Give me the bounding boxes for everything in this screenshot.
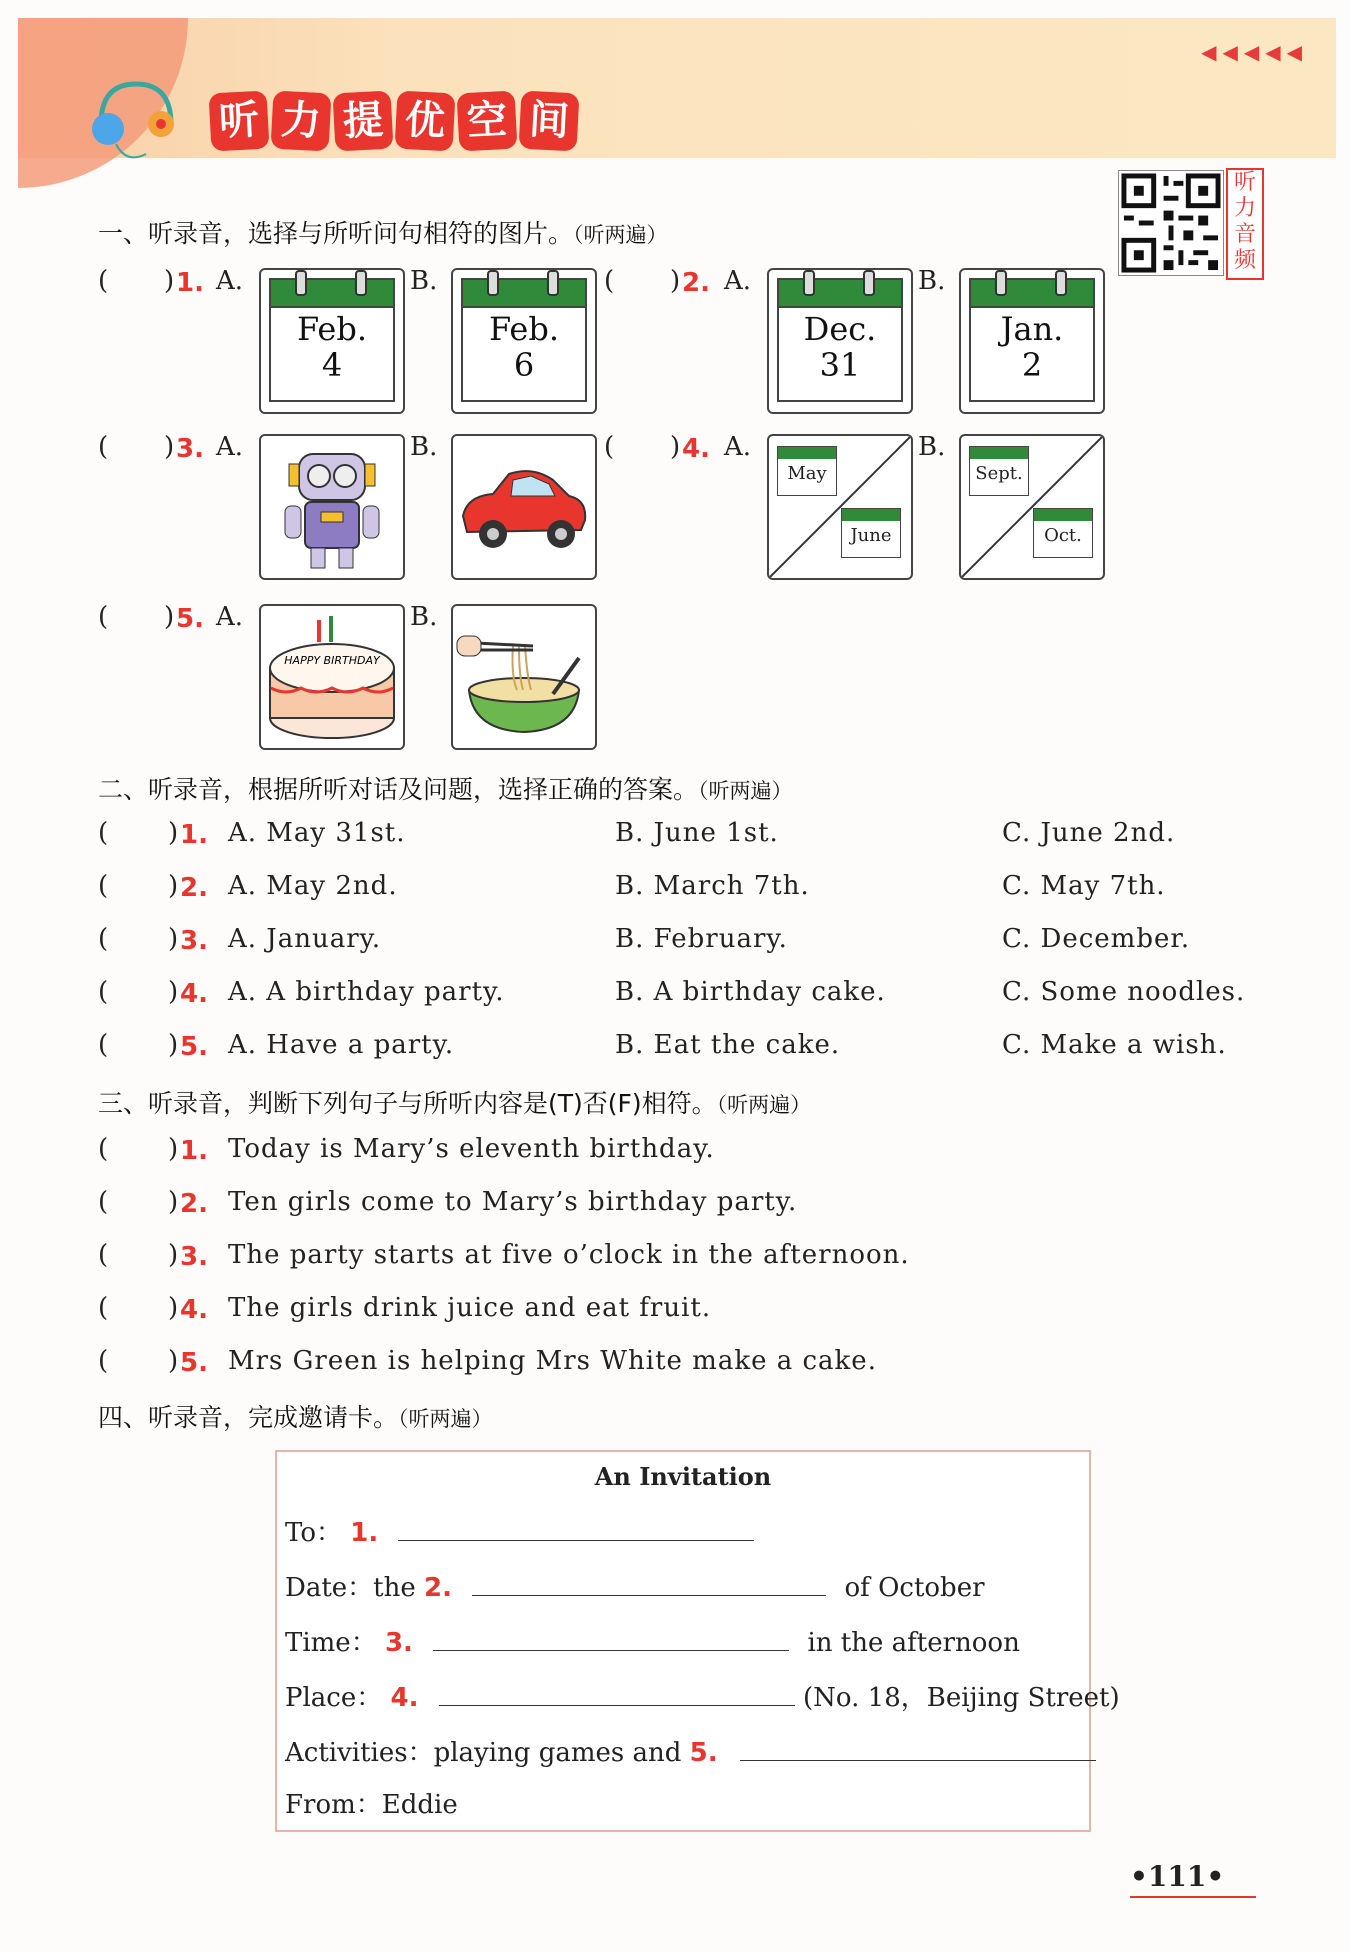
section3-title: 三、听录音，判断下列句子与所听内容是(T)否(F)相符。 xyxy=(98,1089,717,1118)
calendar-icon xyxy=(1033,508,1093,558)
calendar-month: Jan. xyxy=(1000,310,1064,348)
time-line xyxy=(285,1622,1020,1659)
answer-paren-close: ) xyxy=(168,924,179,954)
answer-paren-close: ) xyxy=(168,1293,179,1323)
answer-paren-close: ) xyxy=(168,1030,179,1060)
question-number: 2. xyxy=(180,873,208,903)
calendar-day: 4 xyxy=(321,346,343,384)
blank-number: 5. xyxy=(689,1738,718,1768)
blank-number: 3. xyxy=(384,1628,413,1658)
question-number: 3. xyxy=(180,1242,208,1272)
blank-number: 1. xyxy=(350,1518,379,1548)
question-number: 1. xyxy=(180,1136,208,1166)
option-b-label: B. xyxy=(410,266,438,296)
car-icon xyxy=(453,436,595,578)
calendar-dec-31-picture[interactable] xyxy=(767,268,913,414)
calendar-month: Feb. xyxy=(488,310,560,348)
statement-text: The party starts at five o’clock in the afternoon. xyxy=(228,1240,910,1270)
answer-paren-close: ) xyxy=(670,432,681,462)
question-number: 5. xyxy=(176,604,204,634)
date-label: Date：the xyxy=(285,1573,416,1603)
option-b[interactable]: B. A birthday cake. xyxy=(615,977,886,1007)
answer-paren-close: ) xyxy=(168,818,179,848)
option-b-label: B. xyxy=(410,602,438,632)
calendar-day: 6 xyxy=(513,346,535,384)
answer-paren-open[interactable]: ( xyxy=(98,1240,109,1270)
option-a-label: A. xyxy=(216,602,244,632)
title-char: 优 xyxy=(395,91,456,152)
answer-paren-open[interactable]: ( xyxy=(98,871,109,901)
statement-text: Ten girls come to Mary’s birthday party. xyxy=(228,1187,798,1217)
question-number: 3. xyxy=(176,434,204,464)
answer-paren-open[interactable]: ( xyxy=(98,924,109,954)
question-number: 3. xyxy=(180,926,208,956)
answer-paren-open[interactable]: ( xyxy=(98,1346,109,1376)
question-number: 4. xyxy=(180,1295,208,1325)
calendar-month: May xyxy=(787,463,827,484)
option-c[interactable]: C. June 2nd. xyxy=(1002,818,1176,848)
headphone-icon xyxy=(86,74,176,164)
calendar-day: 2 xyxy=(1021,346,1043,384)
invitation-card xyxy=(275,1450,1120,1832)
calendar-icon xyxy=(841,508,901,558)
calendar-month: Oct. xyxy=(1044,525,1082,546)
calendar-month: Feb. xyxy=(296,310,368,348)
date-suffix: of October xyxy=(844,1573,985,1603)
answer-paren-close: ) xyxy=(168,977,179,1007)
answer-paren-open[interactable]: ( xyxy=(98,977,109,1007)
section4-heading xyxy=(98,1398,493,1434)
answer-paren-close: ) xyxy=(168,1346,179,1376)
activities-line xyxy=(285,1732,1096,1769)
option-b[interactable]: B. February. xyxy=(615,924,788,954)
date-blank[interactable] xyxy=(472,1571,826,1596)
question-number: 2. xyxy=(682,268,710,298)
option-b[interactable]: B. Eat the cake. xyxy=(615,1030,841,1060)
place-label: Place： xyxy=(285,1683,383,1713)
section4-note: （听两遍） xyxy=(398,1407,493,1431)
activities-label: Activities：playing games and xyxy=(285,1738,682,1768)
calendar-icon xyxy=(269,278,395,402)
calendar-month: Sept. xyxy=(975,463,1023,484)
calendar-feb-4-picture[interactable] xyxy=(259,268,405,414)
qr-audio-label: 听力音频 xyxy=(1226,168,1264,280)
robot-picture[interactable] xyxy=(259,434,405,580)
place-suffix: (No. 18，Beijing Street) xyxy=(803,1683,1120,1713)
title-char: 力 xyxy=(271,91,332,152)
page-title xyxy=(210,92,578,150)
section2-note: （听两遍） xyxy=(698,779,793,803)
section1-heading xyxy=(98,214,668,250)
answer-paren-open[interactable]: ( xyxy=(604,432,615,462)
calendar-jan-2-picture[interactable] xyxy=(959,268,1105,414)
option-a-label: A. xyxy=(216,432,244,462)
option-a[interactable]: A. May 31st. xyxy=(228,818,406,848)
option-c[interactable]: C. December. xyxy=(1002,924,1191,954)
option-b[interactable]: B. March 7th. xyxy=(615,871,810,901)
section3-note: （听两遍） xyxy=(716,1093,812,1117)
calendar-icon xyxy=(777,278,903,402)
calendar-icon xyxy=(461,278,587,402)
option-b-label: B. xyxy=(918,266,946,296)
option-a-label: A. xyxy=(724,266,752,296)
option-b-label: B. xyxy=(918,432,946,462)
from-line: From：Eddie xyxy=(285,1790,458,1820)
robot-icon xyxy=(261,436,403,578)
statement-text: Today is Mary’s eleventh birthday. xyxy=(228,1134,715,1164)
question-number: 1. xyxy=(180,820,208,850)
question-number: 1. xyxy=(176,268,204,298)
answer-paren-open[interactable]: ( xyxy=(604,266,615,296)
may-june-picture[interactable] xyxy=(767,434,913,580)
place-blank[interactable] xyxy=(439,1681,795,1706)
option-a[interactable]: A. Have a party. xyxy=(228,1030,455,1060)
option-a[interactable]: A. May 2nd. xyxy=(228,871,398,901)
option-b-label: B. xyxy=(410,432,438,462)
toy-car-picture[interactable] xyxy=(451,434,597,580)
noodles-bowl-icon xyxy=(453,606,595,748)
title-char: 间 xyxy=(519,91,580,152)
title-char: 空 xyxy=(457,91,518,152)
option-c[interactable]: C. Make a wish. xyxy=(1002,1030,1227,1060)
answer-paren-open[interactable]: ( xyxy=(98,1030,109,1060)
time-suffix: in the afternoon xyxy=(807,1628,1020,1658)
cake-text: HAPPY BIRTHDAY xyxy=(284,654,380,667)
invitation-title: An Invitation xyxy=(594,1462,772,1491)
statement-text: The girls drink juice and eat fruit. xyxy=(228,1293,712,1323)
calendar-day: 31 xyxy=(819,346,861,384)
question-number: 4. xyxy=(682,434,710,464)
answer-paren-open[interactable]: ( xyxy=(98,432,109,462)
question-number: 5. xyxy=(180,1348,208,1378)
answer-paren-open[interactable]: ( xyxy=(98,266,109,296)
section2-heading xyxy=(98,770,793,806)
sept-oct-picture[interactable] xyxy=(959,434,1105,580)
calendar-icon xyxy=(969,446,1029,496)
date-line xyxy=(285,1567,985,1604)
blank-number: 2. xyxy=(424,1573,452,1603)
option-a[interactable]: A. January. xyxy=(228,924,382,954)
activities-blank[interactable] xyxy=(740,1736,1096,1761)
calendar-icon xyxy=(969,278,1095,402)
answer-paren-close: ) xyxy=(168,1240,179,1270)
option-a-label: A. xyxy=(724,432,752,462)
answer-paren-open[interactable]: ( xyxy=(98,602,109,632)
calendar-feb-6-picture[interactable] xyxy=(451,268,597,414)
option-a[interactable]: A. A birthday party. xyxy=(228,977,505,1007)
section3-heading xyxy=(98,1084,811,1120)
birthday-cake-icon xyxy=(261,606,403,748)
question-number: 4. xyxy=(180,979,208,1009)
section1-title: 一、听录音，选择与所听问句相符的图片。 xyxy=(98,219,574,248)
section4-title: 四、听录音，完成邀请卡。 xyxy=(98,1403,399,1432)
answer-paren-open[interactable]: ( xyxy=(98,818,109,848)
title-char: 听 xyxy=(209,91,270,152)
page-number: •111• xyxy=(1130,1860,1225,1893)
time-blank[interactable] xyxy=(433,1626,789,1651)
to-label: To： xyxy=(285,1518,342,1548)
calendar-month: Dec. xyxy=(803,310,877,348)
answer-paren-close: ) xyxy=(168,1187,179,1217)
question-number: 2. xyxy=(180,1189,208,1219)
birthday-cake-picture[interactable] xyxy=(259,604,405,750)
calendar-icon xyxy=(777,446,837,496)
answer-paren-close: ) xyxy=(164,432,175,462)
title-char: 提 xyxy=(333,91,394,152)
answer-paren-open[interactable]: ( xyxy=(98,1134,109,1164)
answer-paren-close: ) xyxy=(164,266,175,296)
question-number: 5. xyxy=(180,1032,208,1062)
answer-paren-close: ) xyxy=(164,602,175,632)
to-line xyxy=(285,1512,754,1549)
answer-paren-close: ) xyxy=(168,871,179,901)
section1-note: （听两遍） xyxy=(573,223,668,247)
place-line xyxy=(285,1677,1120,1714)
qr-code[interactable] xyxy=(1118,170,1224,276)
section2-title: 二、听录音，根据所听对话及问题，选择正确的答案。 xyxy=(98,775,699,804)
answer-paren-close: ) xyxy=(670,266,681,296)
answer-paren-open[interactable]: ( xyxy=(98,1293,109,1323)
option-c[interactable]: C. Some noodles. xyxy=(1002,977,1246,1007)
answer-paren-close: ) xyxy=(168,1134,179,1164)
arrows-decoration: ◀◀◀◀◀ xyxy=(1201,40,1308,64)
page-number-underline xyxy=(1130,1896,1256,1898)
blank-number: 4. xyxy=(390,1683,419,1713)
time-label: Time： xyxy=(285,1628,377,1658)
statement-text: Mrs Green is helping Mrs White make a cake. xyxy=(228,1346,877,1376)
option-b[interactable]: B. June 1st. xyxy=(615,818,779,848)
answer-paren-open[interactable]: ( xyxy=(98,1187,109,1217)
option-c[interactable]: C. May 7th. xyxy=(1002,871,1166,901)
noodles-picture[interactable] xyxy=(451,604,597,750)
calendar-month: June xyxy=(850,525,892,546)
option-a-label: A. xyxy=(216,266,244,296)
to-blank[interactable] xyxy=(398,1516,754,1541)
